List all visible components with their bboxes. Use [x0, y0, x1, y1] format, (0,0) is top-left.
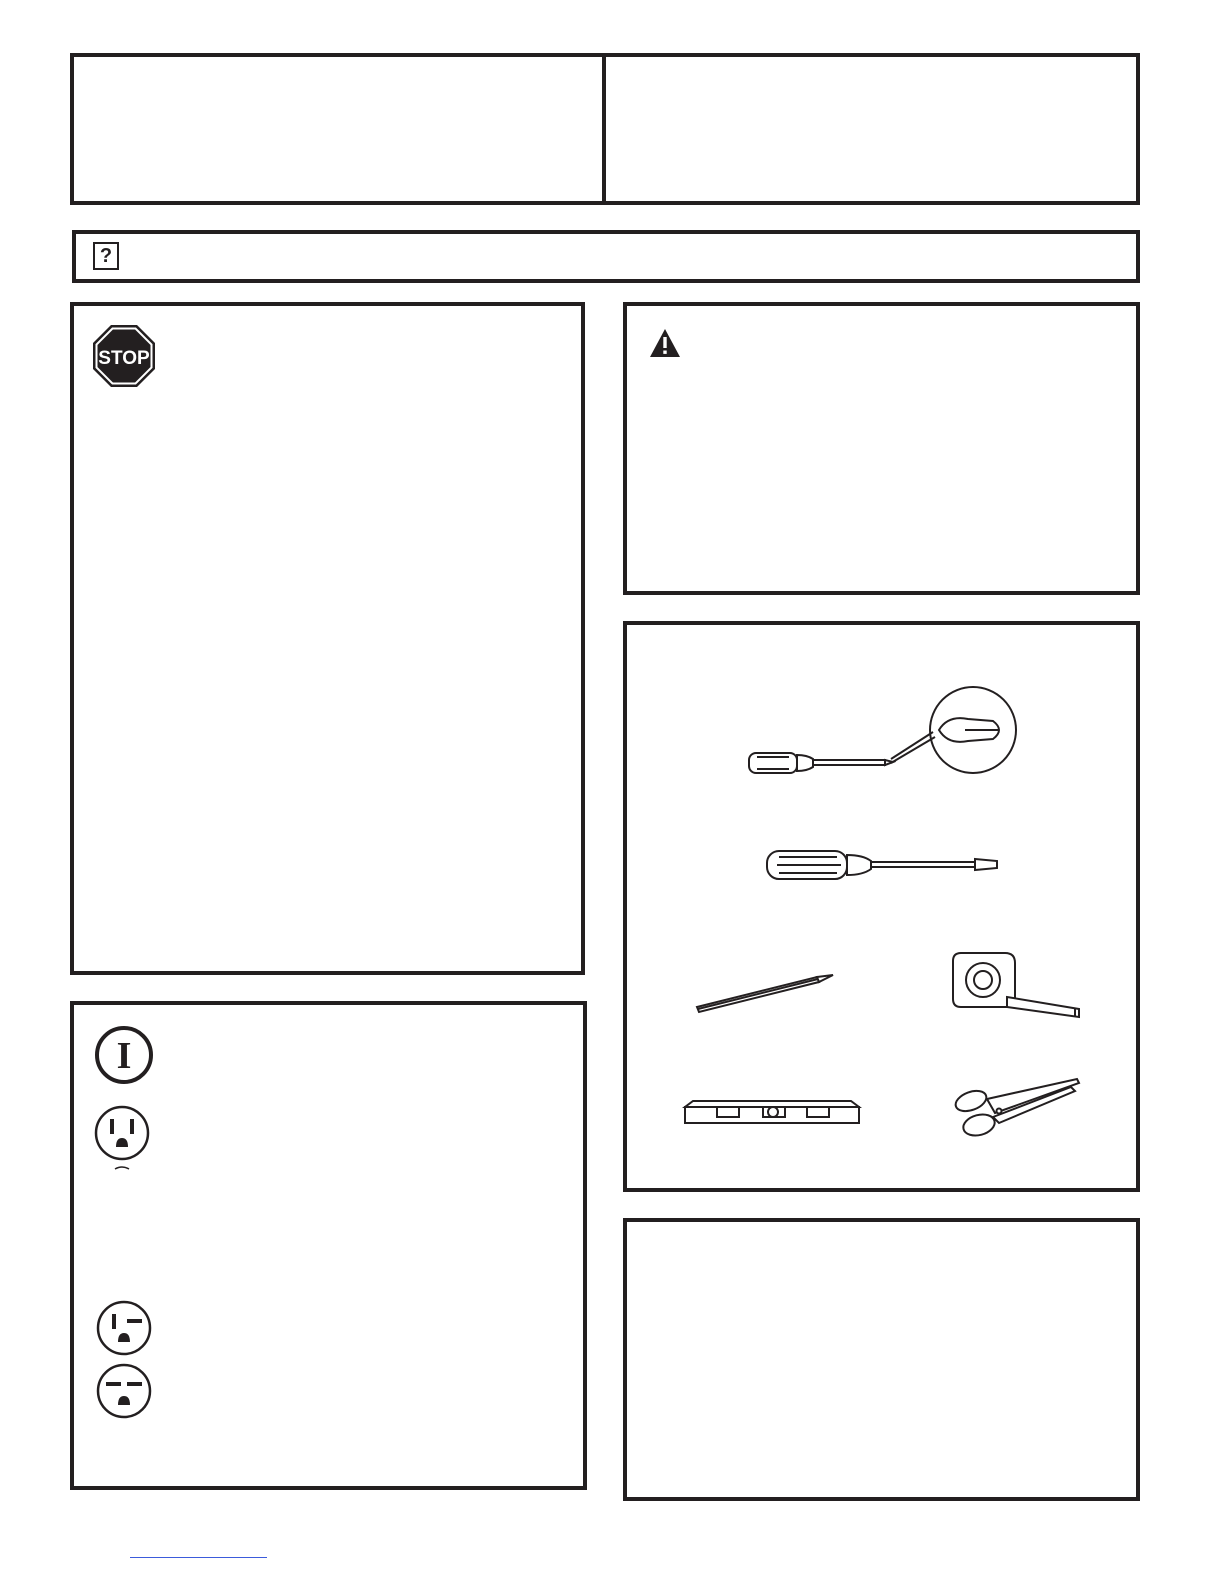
important-info-icon	[94, 1025, 154, 1085]
header-right-cell	[606, 57, 1136, 201]
header-left-cell	[74, 57, 602, 201]
notes-panel	[623, 1218, 1140, 1501]
electrical-panel	[70, 1001, 587, 1490]
stop-sign-label: STOP	[98, 348, 150, 369]
stop-sign-icon	[92, 324, 156, 388]
level-icon	[681, 1095, 863, 1131]
question-mark-icon	[93, 242, 119, 270]
tape-measure-icon	[947, 947, 1087, 1027]
header-table	[70, 53, 1140, 205]
tools-panel	[623, 621, 1140, 1192]
question-mark-glyph: ?	[99, 244, 113, 267]
outlet-30a-icon	[96, 1363, 152, 1419]
question-bar	[72, 230, 1140, 283]
phillips-screwdriver-icon	[743, 685, 1023, 785]
outlet-20a-icon	[96, 1300, 152, 1356]
link-underline[interactable]	[130, 1557, 267, 1558]
stop-panel	[70, 302, 585, 975]
pencil-icon	[689, 967, 839, 1017]
outlet-15a-icon	[94, 1105, 150, 1173]
important-info-glyph: I	[116, 1035, 132, 1077]
warning-panel	[623, 302, 1140, 595]
flat-blade-screwdriver-icon	[763, 845, 1003, 885]
scissors-icon	[949, 1073, 1085, 1141]
warning-triangle-icon	[649, 328, 681, 358]
